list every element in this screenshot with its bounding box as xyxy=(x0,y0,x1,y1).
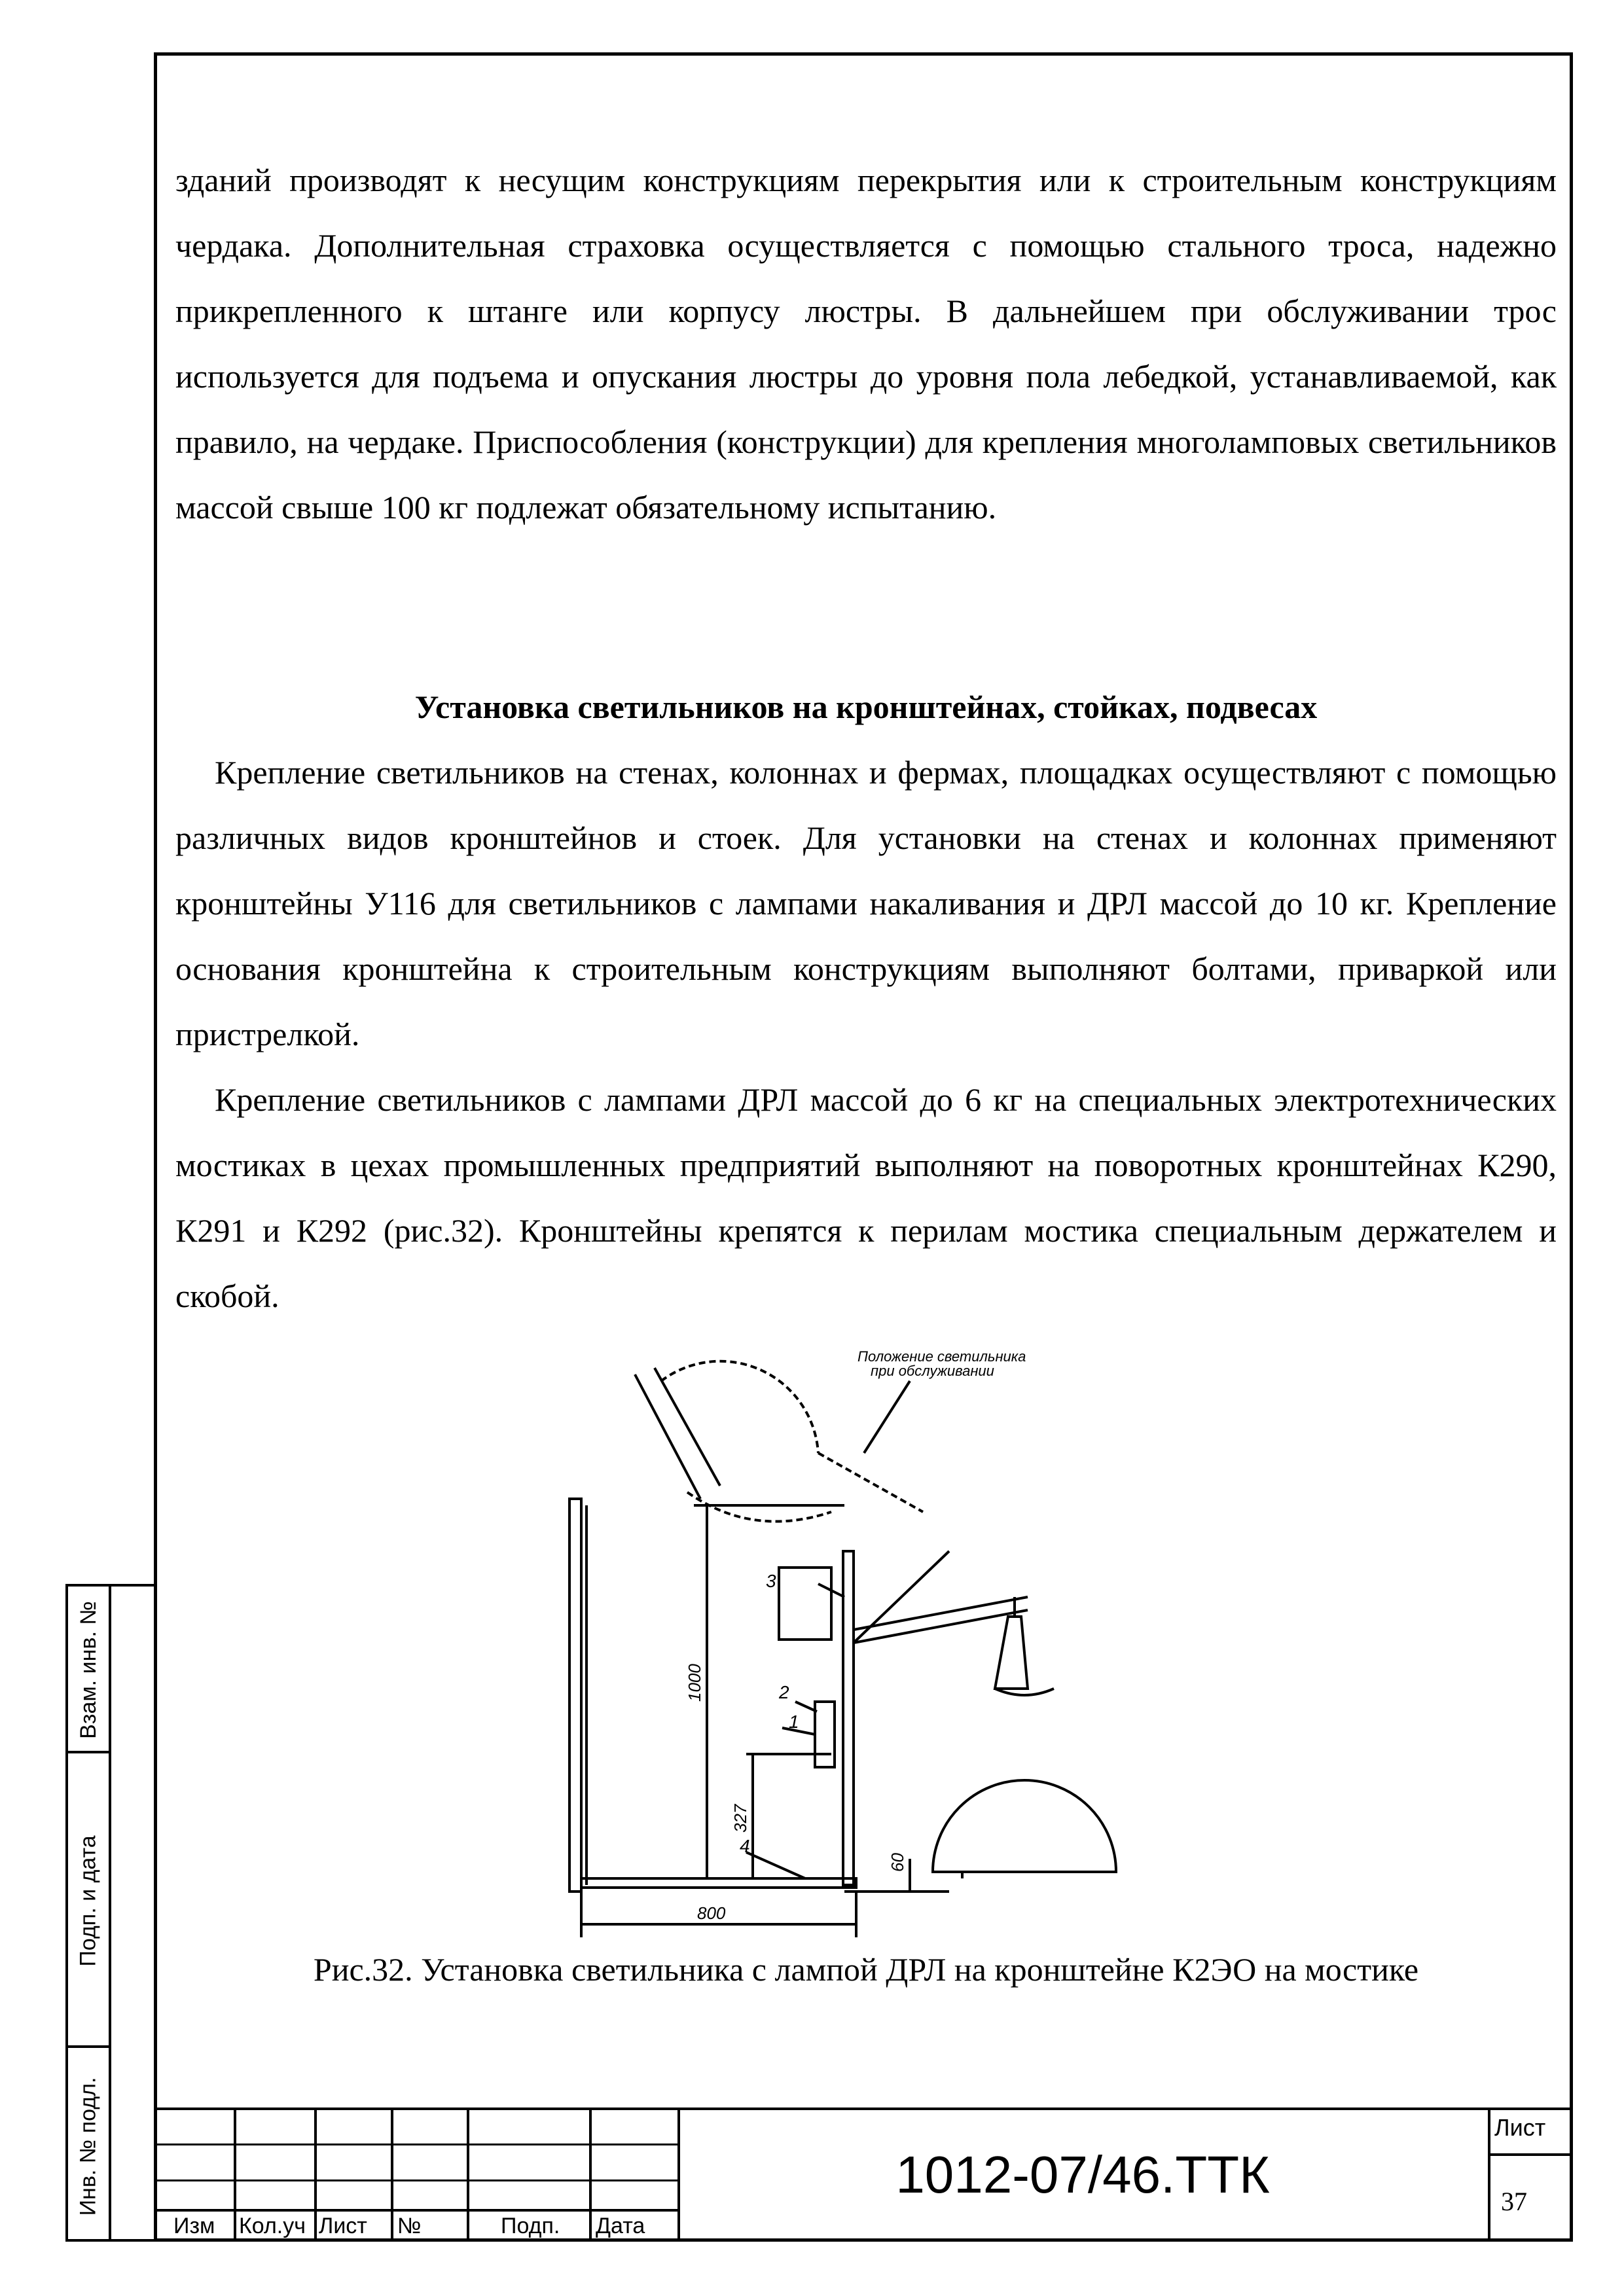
document-code: 1012-07/46.ТТК xyxy=(895,2145,1270,2204)
col-kol: Кол.уч xyxy=(239,2214,306,2238)
side-divider xyxy=(109,1587,111,2239)
grid-line xyxy=(154,2144,677,2145)
col-izm: Изм xyxy=(173,2214,215,2238)
ballast-box xyxy=(779,1568,831,1640)
title-block xyxy=(154,2108,1573,2242)
dim-label: 1000 xyxy=(685,1664,704,1702)
vzam-label: Взам. инв. № xyxy=(75,1601,101,1739)
col-num: № xyxy=(397,2214,422,2238)
grid-line xyxy=(154,2179,677,2181)
grid-line xyxy=(1490,2153,1573,2156)
dim-label: 60 xyxy=(888,1853,907,1872)
dim-label: 800 xyxy=(697,1903,726,1923)
grid-line xyxy=(234,2108,236,2242)
col-data: Дата xyxy=(596,2214,645,2238)
bridge-floor xyxy=(581,1878,856,1888)
inv-label: Инв. № подл. xyxy=(75,2077,101,2215)
paragraph-top xyxy=(175,147,1557,540)
sheet-number: 37 xyxy=(1501,2187,1527,2216)
grid-line xyxy=(154,2209,677,2212)
grid-line xyxy=(391,2108,393,2242)
callout-label: 3 xyxy=(766,1571,776,1591)
figure-note: Положение светильника xyxy=(857,1348,1026,1365)
figure-bracket-drawing xyxy=(556,1335,1146,1937)
side-stamp xyxy=(65,1584,157,2242)
lamp-reflector xyxy=(933,1780,1116,1872)
col-list: Лист xyxy=(319,2214,367,2238)
podp-label: Подп. и дата xyxy=(75,1835,101,1967)
callout-label: 2 xyxy=(779,1682,789,1702)
body-paragraph: Крепление светильников с лампами ДРЛ массой до 6 кг на специальных электротехнических мостиках в цехах промышленных предприятий выполняют на поворотных кронштейнах К290, К291 и К292 (рис.32). Кронштейны крепятся к перилам мостика специальным держателем и скобой. xyxy=(175,1081,1557,1314)
body-paragraph: зданий производят к несущим конструкциям перекрытия или к строительным конструкциям чердака. Дополнительная страховка осуществляется с помощью стального троса, надежно прикрепленного к штанге или корпусу люстры. В дальнейшем при обслуживании трос используется для подъема и опускания люстры до уровня пола лебедкой, устанавливаемой, как правило, на чердаке. Приспособления (конструкции) для крепления многоламповых светильников массой свыше 100 кг подлежат обязательному испытанию. xyxy=(175,162,1557,526)
body-text xyxy=(175,740,1557,1329)
figure-note: при обслуживании xyxy=(871,1363,994,1379)
grid-line xyxy=(589,2108,592,2242)
grid-line xyxy=(314,2108,317,2242)
element-1 xyxy=(815,1702,835,1767)
dim-label: 327 xyxy=(731,1804,750,1833)
callout-label: 4 xyxy=(740,1836,750,1856)
right-post xyxy=(843,1551,854,1885)
grid-line xyxy=(467,2108,469,2242)
figure-caption: Рис.32. Установка светильника с лампой ДРЛ на кронштейне К2ЭО на мостике xyxy=(313,1951,1419,1988)
left-rail xyxy=(569,1499,581,1892)
callout-label: 1 xyxy=(789,1712,799,1732)
col-podp: Подп. xyxy=(501,2214,560,2238)
section-heading: Установка светильников на кронштейнах, стойках, подвесах xyxy=(414,689,1318,725)
sheet-label: Лист xyxy=(1494,2114,1546,2141)
body-paragraph: Крепление светильников на стенах, колоннах и фермах, площадках осуществляют с помощью различных видов кронштейнов и стоек. Для установки на стенах и колоннах применяют кронштейны У116 для светильников с лампами накаливания и ДРЛ массой до 10 кг. Крепление основания кронштейна к строительным конструкциям выполняют болтами, приваркой или пристрелкой. xyxy=(175,754,1557,1052)
sheet-box xyxy=(1488,2108,1573,2242)
